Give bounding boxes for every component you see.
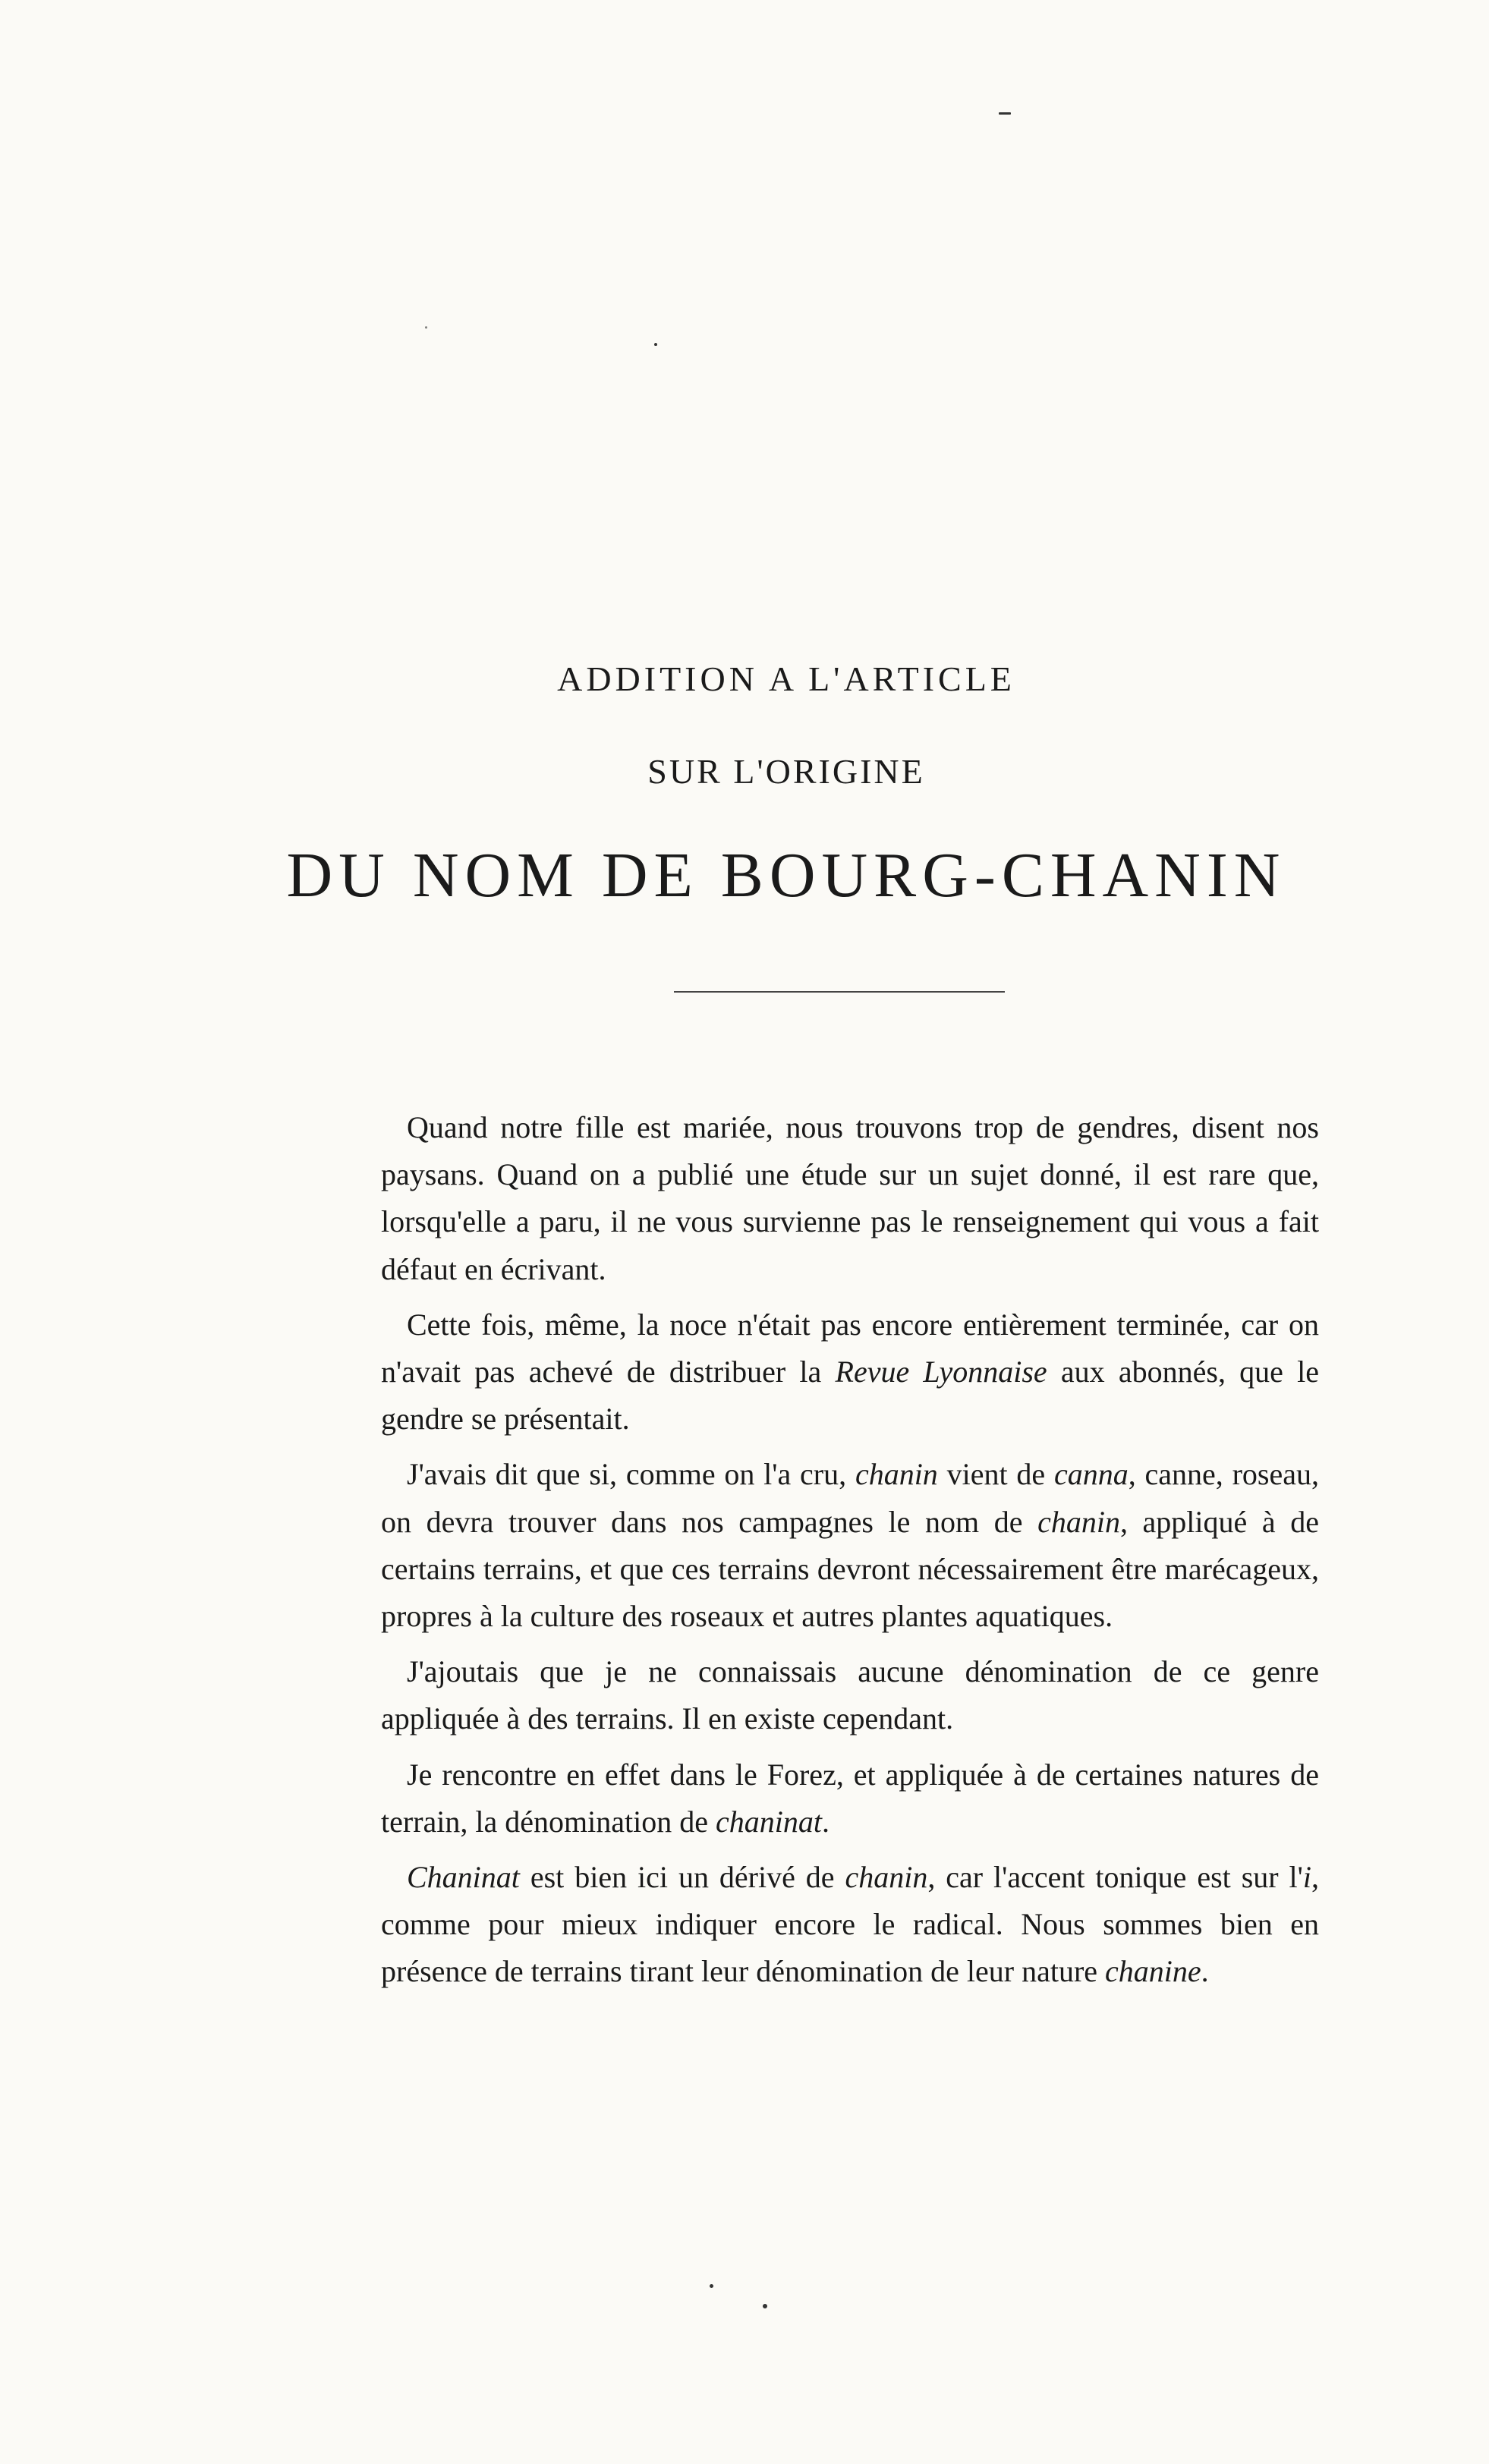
article-body <box>381 1104 1319 2004</box>
italic-term: chanin <box>845 1860 928 1895</box>
italic-term: chanin <box>1037 1504 1120 1539</box>
paragraph-text: , appliqué à de certains terrains, et que ces terrains devront nécessairement être marécageux, propres à la culture des roseaux et autres plantes aquatiques. <box>381 1504 1319 1634</box>
paragraph <box>381 1451 1319 1640</box>
print-speck <box>763 2304 767 2308</box>
paragraph-text: Cette fois, même, la noce n'était pas encore entièrement terminée, car on n'avait pas achevé de distribuer la <box>381 1307 1319 1389</box>
italic-term: canna <box>1053 1457 1129 1492</box>
paragraph-text: Je rencontre en effet dans le Forez, et appliquée à de certaines natures de terrain, la dénomination de <box>381 1757 1319 1839</box>
paragraph <box>381 1104 1319 1293</box>
italic-term: chaninat <box>715 1804 822 1839</box>
print-speck <box>999 112 1011 115</box>
paragraph-text: J'ajoutais que je ne connaissais aucune dénomination de ce genre appliquée à des terrains. Il en existe cependant. <box>381 1654 1319 1736</box>
heading-line-2: SUR L'ORIGINE <box>647 752 925 791</box>
italic-term: chanine <box>1105 1954 1201 1989</box>
paragraph-text: , comme pour mieux indiquer encore le radical. Nous sommes bien en présence de terrains tirant leur dénomination de leur nature <box>381 1860 1319 1989</box>
paragraph-text: J'avais dit que si, comme on l'a cru, <box>407 1457 855 1492</box>
heading-line-1: ADDITION A L'ARTICLE <box>557 659 1015 698</box>
italic-term: chanin <box>855 1457 938 1492</box>
paragraph-text: . <box>821 1804 829 1839</box>
journal-title: Revue Lyonnaise <box>835 1355 1047 1389</box>
italic-term: i <box>1302 1860 1311 1895</box>
italic-term: Chaninat <box>407 1860 520 1895</box>
print-speck <box>654 343 657 346</box>
paragraph <box>381 1301 1319 1443</box>
paragraph-text: aux abonnés, que le gendre se présentait. <box>381 1355 1319 1437</box>
paragraph <box>381 1751 1319 1846</box>
print-speck <box>425 326 427 329</box>
paragraph-text: Quand notre fille est mariée, nous trouvons trop de gendres, disent nos paysans. Quand on a publié une étude sur un sujet donné, il est rare que, lorsqu'elle a paru, il ne vous survienne pas le renseignement qui vous a fait défaut en écrivant. <box>381 1110 1319 1286</box>
paragraph <box>381 1854 1319 1996</box>
paragraph-text: . <box>1201 1954 1209 1989</box>
paragraph <box>381 1648 1319 1742</box>
article-title: DU NOM DE BOURG-CHANIN <box>286 840 1286 911</box>
paragraph-text: , canne, roseau, on devra trouver dans nos campagnes le nom de <box>381 1457 1319 1539</box>
paragraph-text: est bien ici un dérivé de <box>519 1860 845 1895</box>
title-divider <box>674 991 1005 993</box>
print-speck <box>710 2284 713 2288</box>
paragraph-text: , car l'accent tonique est sur l' <box>927 1860 1303 1895</box>
paragraph-text: vient de <box>937 1457 1054 1492</box>
